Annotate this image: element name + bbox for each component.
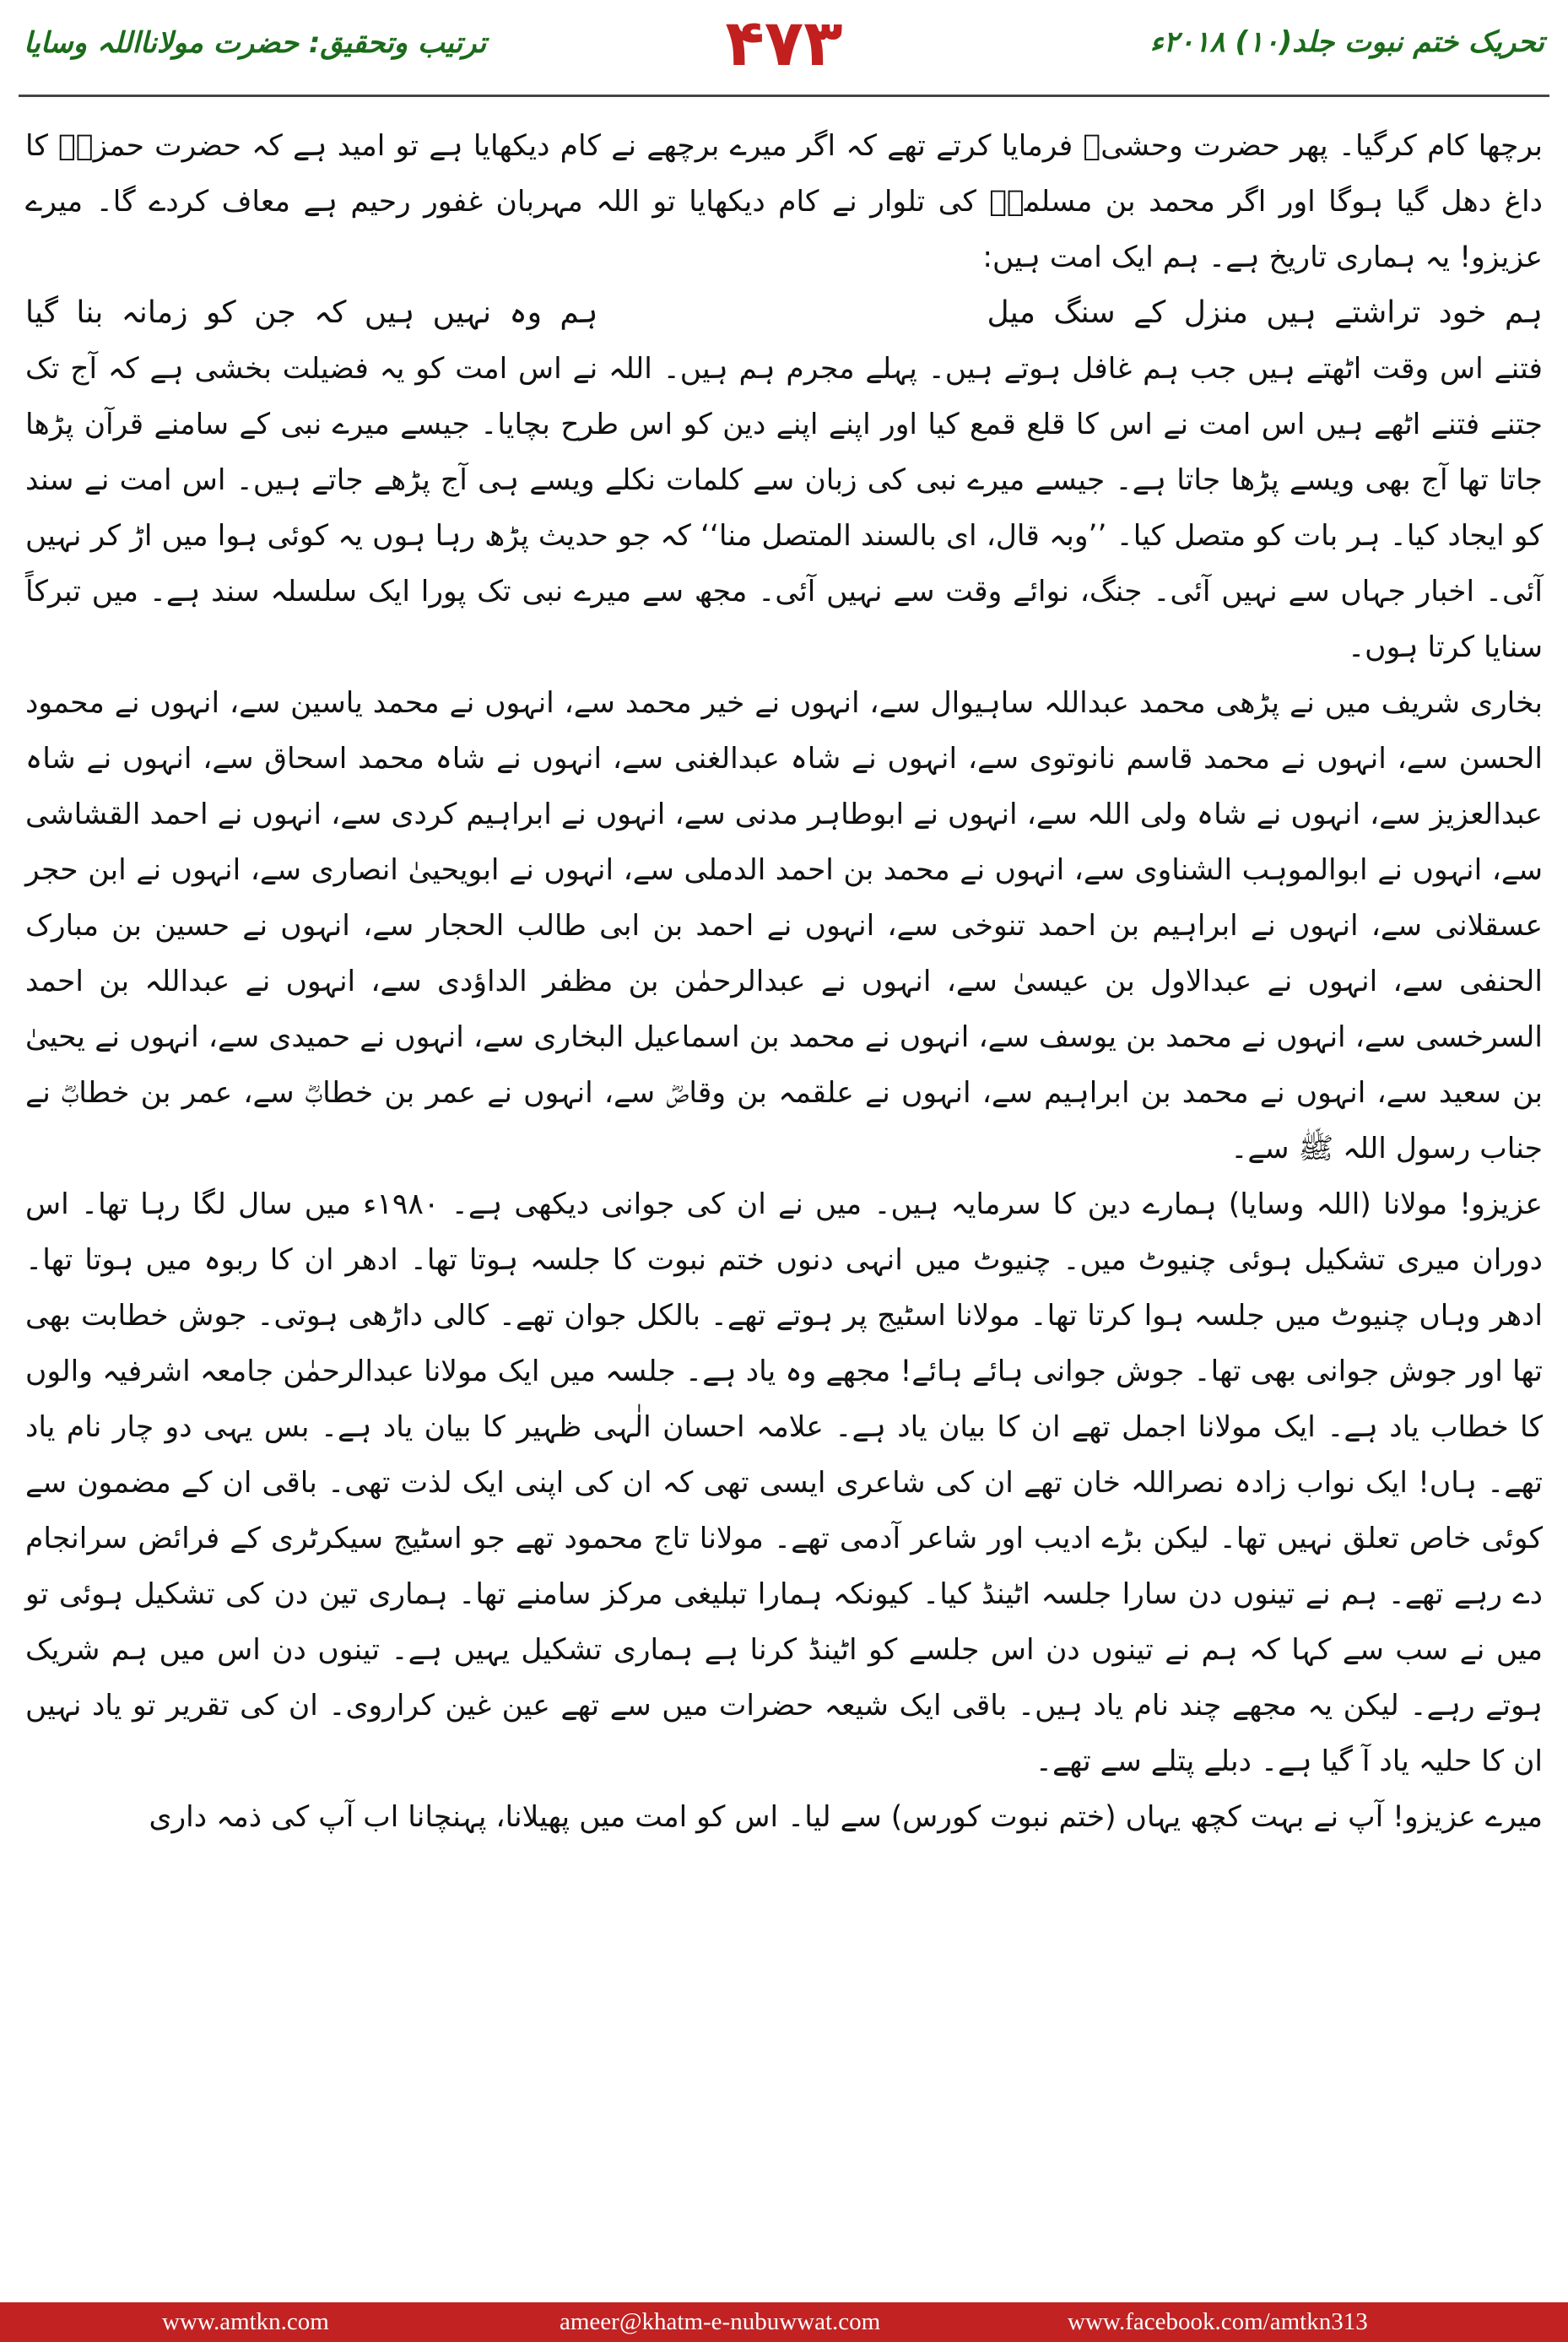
poem-couplet — [25, 285, 1543, 341]
website-link[interactable]: www.amtkn.com — [162, 2308, 329, 2335]
paragraph-3-isnad: بخاری شریف میں نے پڑھی محمد عبداللہ ساہیوال سے، انہوں نے خیر محمد سے، انہوں نے محمد یاسین سے، انہوں نے محمود الحسن سے، انہوں نے محمد قاسم نانوتوی سے، انہوں نے شاہ عبدالغنی سے، انہوں نے شاہ محمد اسحاق سے، انہوں نے شاہ عبدالعزیز سے، انہوں نے شاہ ولی اللہ سے، انہوں نے ابوطاہر مدنی سے، انہوں نے ابراہیم کردی سے، انہوں نے احمد القشاشی سے، انہوں نے ابوالموہب الشناوی سے، انہوں نے محمد بن احمد الدملی سے، انہوں نے ابویحییٰ انصاری سے، انہوں نے ابن حجر عسقلانی سے، انہوں نے ابراہیم بن احمد تنوخی سے، انہوں نے احمد بن ابی طالب الحجار سے، انہوں نے حسین بن مبارک الحنفی سے، انہوں نے عبدالاول بن عیسیٰ سے، انہوں نے عبدالرحمٰن بن مظفر الداؤدی سے، انہوں نے عبداللہ بن احمد السرخسی سے، انہوں نے محمد بن یوسف سے، انہوں نے محمد بن اسماعیل البخاری سے، انہوں نے حمیدی سے، انہوں نے یحییٰ بن سعید سے، انہوں نے محمد بن ابراہیم سے، انہوں نے علقمہ بن وقاصؓ سے، انہوں نے عمر بن خطابؓ سے، عمر بن خطابؓ نے جناب رسول اللہ ﷺ سے۔ — [25, 686, 1543, 1166]
poem-line-right: ہم خود تراشتے ہیں منزل کے سنگ میل — [987, 295, 1543, 330]
paragraph-5: میرے عزیزو! آپ نے بہت کچھ یہاں (ختم نبوت کورس) سے لیا۔ اس کو امت میں پھیلانا، پہنچانا اب آپ کی ذمہ داری — [149, 1800, 1543, 1834]
facebook-link[interactable]: www.facebook.com/amtkn313 — [1068, 2308, 1368, 2335]
paragraph-1: برچھا کام کرگیا۔ پھر حضرت وحشیؓ فرمایا کرتے تھے کہ اگر میرے برچھے نے کام دیکھایا ہے تو امید ہے کہ حضرت حمزہؓ کا داغ دھل گیا ہوگا اور اگر محمد بن مسلمہؓ کی تلوار نے کام دیکھایا تو اللہ مہربان غفور رحیم ہے معاف کردے گا۔ میرے عزیزو! یہ ہماری تاریخ ہے۔ ہم ایک امت ہیں: — [25, 129, 1543, 274]
poem-line-left: ہم وہ نہیں ہیں کہ جن کو زمانہ بنا گیا — [25, 295, 598, 330]
paragraph-4: عزیزو! مولانا (اللہ وسایا) ہمارے دین کا سرمایہ ہیں۔ میں نے ان کی جوانی دیکھی ہے۔ ۱۹۸۰ء میں سال لگا رہا تھا۔ اس دوران میری تشکیل ہوئی چنیوٹ میں۔ چنیوٹ میں انہی دنوں ختم نبوت کا جلسہ ہوتا تھا۔ ادھر ان کا ربوہ میں ہوتا تھا۔ ادھر وہاں چنیوٹ میں جلسہ ہوا کرتا تھا۔ مولانا اسٹیج پر ہوتے تھے۔ بالکل جوان تھے۔ کالی داڑھی ہوتی۔ جوش خطابت بھی تھا اور جوش جوانی بھی تھا۔ جوش جوانی ہائے ہائے! مجھے وہ یاد ہے۔ جلسہ میں ایک مولانا عبدالرحمٰن جامعہ اشرفیہ والوں کا خطاب یاد ہے۔ ایک مولانا اجمل تھے ان کا بیان یاد ہے۔ علامہ احسان الٰہی ظہیر کا بیان یاد ہے۔ بس یہی دو چار نام یاد تھے۔ ہاں! ایک نواب زادہ نصراللہ خان تھے ان کی شاعری ایسی تھی کہ ان کی اپنی ایک لذت تھی۔ باقی ان کے مضمون سے کوئی خاص تعلق نہیں تھا۔ لیکن بڑے ادیب اور شاعر آدمی تھے۔ مولانا تاج محمود تھے جو اسٹیج سیکرٹری کے فرائض سرانجام دے رہے تھے۔ ہم نے تینوں دن سارا جلسہ اٹینڈ کیا۔ کیونکہ ہمارا تبلیغی مرکز سامنے تھا۔ ہماری تین دن کی تشکیل ہوئی تو میں نے سب سے کہا کہ ہم نے تینوں دن اس جلسے کو اٹینڈ کرنا ہے ہماری تشکیل یہیں ہے۔ تینوں دن اس میں ہم شریک ہوتے رہے۔ لیکن یہ مجھے چند نام یاد ہیں۔ باقی ایک شیعہ حضرات میں سے تھے عین غین کراروی۔ ان کی تقریر تو یاد نہیں ان کا حلیہ یاد آ گیا ہے۔ دبلے پتلے سے تھے۔ — [25, 1187, 1544, 1778]
compiler-credit: ترتیب وتحقیق: حضرت مولانااللہ وسایا — [24, 26, 487, 60]
email-link[interactable]: ameer@khatm-e-nubuwwat.com — [560, 2308, 881, 2335]
book-title: تحریک ختم نبوت جلد(۱۰) ۲۰۱۸ء — [1149, 25, 1544, 59]
page-number: ۴۷۳ — [725, 5, 843, 80]
page-header — [0, 0, 1568, 101]
paragraph-2: فتنے اس وقت اٹھتے ہیں جب ہم غافل ہوتے ہیں۔ پہلے مجرم ہم ہیں۔ اللہ نے اس امت کو یہ فضیلت بخشی ہے کہ آج تک جتنے فتنے اٹھے ہیں اس امت نے اس کا قلع قمع کیا اور اپنے اپنے دین کو اس طرح بچایا۔ جیسے میرے نبی کے سامنے قرآن پڑھا جاتا تھا آج بھی ویسے پڑھا جاتا ہے۔ جیسے میرے نبی کی زبان سے کلمات نکلے ویسے ہی آج پڑھے جاتے ہیں۔ اس امت نے سند کو ایجاد کیا۔ ہر بات کو متصل کیا۔ ’’وبہ قال، ای بالسند المتصل منا‘‘ کہ جو حدیث پڑھ رہا ہوں یہ کوئی ہوا میں اڑ کر نہیں آئی۔ اخبار جہاں سے نہیں آئی۔ جنگ، نوائے وقت سے نہیں آئی۔ مجھ سے میرے نبی تک پورا ایک سلسلہ سند ہے۔ میں تبرکاً سنایا کرتا ہوں۔ — [25, 352, 1543, 664]
page-body — [25, 118, 1543, 1845]
page-footer — [0, 2302, 1568, 2342]
header-divider — [19, 95, 1549, 97]
